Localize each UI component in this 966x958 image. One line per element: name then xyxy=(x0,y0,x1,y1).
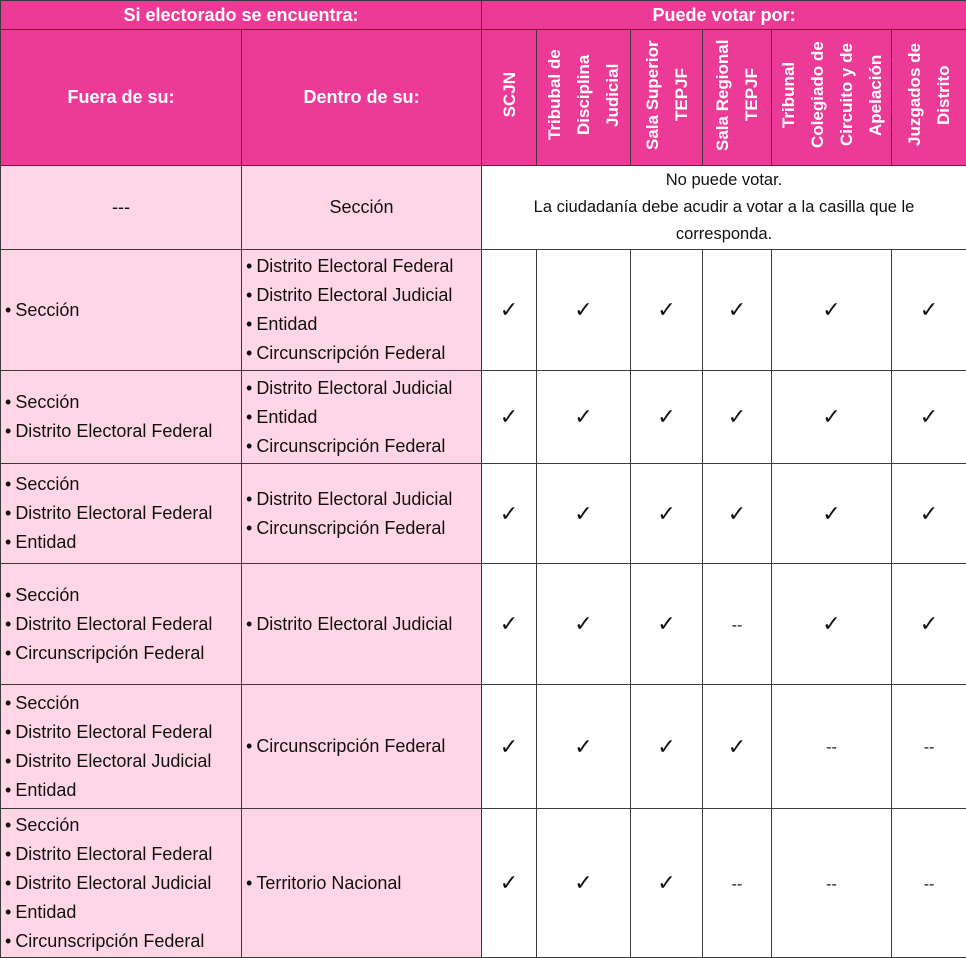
list-item: • Territorio Nacional xyxy=(246,869,481,898)
inside-location-cell xyxy=(242,564,482,685)
check-mark-icon: ✓ xyxy=(657,404,675,429)
vote-cell xyxy=(703,250,772,371)
table-row xyxy=(1,564,966,685)
list-item: • Entidad xyxy=(246,310,481,339)
vote-cell xyxy=(703,371,772,464)
check-mark-icon: ✓ xyxy=(574,870,592,895)
check-mark-icon: ✓ xyxy=(920,404,938,429)
vote-cell xyxy=(482,371,537,464)
cannot-vote-message xyxy=(482,166,966,250)
list-item: • Entidad xyxy=(5,776,241,805)
outside-location-cell xyxy=(1,809,242,958)
outside-location-list xyxy=(1,581,241,668)
dash-mark: -- xyxy=(732,617,743,634)
list-item: • Circunscripción Federal xyxy=(246,732,481,761)
vote-cell xyxy=(703,564,772,685)
vote-cell xyxy=(631,464,703,564)
check-mark-icon: ✓ xyxy=(500,870,518,895)
check-mark-icon: ✓ xyxy=(728,404,746,429)
vote-cell xyxy=(772,685,892,809)
location-group-header: Si electorado se encuentra: xyxy=(1,1,482,30)
check-mark-icon: ✓ xyxy=(822,611,840,636)
check-mark-icon: ✓ xyxy=(500,611,518,636)
inside-location-cell xyxy=(242,464,482,564)
list-item: • Sección xyxy=(5,388,241,417)
outside-location-cell xyxy=(1,685,242,809)
list-item: • Circunscripción Federal xyxy=(246,514,481,543)
vote-column-header-2 xyxy=(537,30,631,166)
list-item: • Circunscripción Federal xyxy=(5,927,241,956)
inside-location-cell xyxy=(242,371,482,464)
vote-cell xyxy=(892,371,966,464)
table-row xyxy=(1,464,966,564)
row0-outside-cell: --- xyxy=(1,166,242,250)
vote-cell xyxy=(703,464,772,564)
list-item: • Distrito Electoral Judicial xyxy=(246,485,481,514)
check-mark-icon: ✓ xyxy=(574,404,592,429)
check-mark-icon: ✓ xyxy=(920,501,938,526)
vote-cell xyxy=(892,685,966,809)
vote-cell xyxy=(537,685,631,809)
list-item: • Distrito Electoral Federal xyxy=(5,610,241,639)
inside-location-cell xyxy=(242,250,482,371)
list-item: • Circunscripción Federal xyxy=(5,639,241,668)
list-item: • Distrito Electoral Judicial xyxy=(5,747,241,776)
inside-location-list xyxy=(242,610,481,639)
check-mark-icon: ✓ xyxy=(574,734,592,759)
outside-location-list xyxy=(1,811,241,956)
list-item: • Distrito Electoral Judicial xyxy=(5,869,241,898)
vote-column-label: Tribubal de Disciplina Judicial xyxy=(540,30,627,160)
check-mark-icon: ✓ xyxy=(822,404,840,429)
list-item: • Entidad xyxy=(5,528,241,557)
vote-cell xyxy=(631,371,703,464)
vote-cell xyxy=(772,564,892,685)
list-item: • Distrito Electoral Federal xyxy=(246,252,481,281)
check-mark-icon: ✓ xyxy=(657,611,675,636)
list-item: • Distrito Electoral Federal xyxy=(5,417,241,446)
check-mark-icon: ✓ xyxy=(500,734,518,759)
vote-cell xyxy=(537,564,631,685)
vote-column-header-4 xyxy=(703,30,772,166)
check-mark-icon: ✓ xyxy=(657,870,675,895)
vote-column-label: Tribunal Colegiado de Circuito y de Apelación xyxy=(774,30,890,160)
outside-location-cell xyxy=(1,564,242,685)
vote-cell xyxy=(482,809,537,958)
vote-column-header-6 xyxy=(892,30,966,166)
inside-location-list xyxy=(242,485,481,543)
vote-cell xyxy=(772,250,892,371)
list-item: • Distrito Electoral Judicial xyxy=(246,374,481,403)
check-mark-icon: ✓ xyxy=(574,611,592,636)
check-mark-icon: ✓ xyxy=(728,734,746,759)
check-mark-icon: ✓ xyxy=(657,297,675,322)
vote-column-header-5 xyxy=(772,30,892,166)
vote-cell xyxy=(703,809,772,958)
vote-cell xyxy=(892,809,966,958)
check-mark-icon: ✓ xyxy=(500,404,518,429)
vote-cell xyxy=(892,464,966,564)
vote-cell xyxy=(631,564,703,685)
list-item: • Distrito Electoral Federal xyxy=(5,840,241,869)
vote-cell xyxy=(537,809,631,958)
row0-inside-cell: Sección xyxy=(242,166,482,250)
vote-cell xyxy=(482,564,537,685)
list-item: • Sección xyxy=(5,689,241,718)
outside-location-list xyxy=(1,388,241,446)
list-item: • Distrito Electoral Federal xyxy=(5,718,241,747)
check-mark-icon: ✓ xyxy=(657,734,675,759)
vote-column-header-3 xyxy=(631,30,703,166)
check-mark-icon: ✓ xyxy=(822,297,840,322)
vote-column-label: Sala Regional TEPJF xyxy=(708,30,766,160)
check-mark-icon: ✓ xyxy=(500,501,518,526)
table-row xyxy=(1,371,966,464)
check-mark-icon: ✓ xyxy=(920,611,938,636)
check-mark-icon: ✓ xyxy=(657,501,675,526)
vote-cell xyxy=(892,250,966,371)
vote-cell xyxy=(631,809,703,958)
outside-location-list xyxy=(1,470,241,557)
vote-cell xyxy=(482,250,537,371)
list-item: • Sección xyxy=(5,581,241,610)
list-item: • Distrito Electoral Judicial xyxy=(246,281,481,310)
list-item: • Sección xyxy=(5,470,241,499)
vote-cell xyxy=(482,685,537,809)
vote-group-header: Puede votar por: xyxy=(482,1,966,30)
vote-cell xyxy=(772,464,892,564)
list-item: • Circunscripción Federal xyxy=(246,432,481,461)
outside-location-list xyxy=(1,689,241,805)
dash-mark: -- xyxy=(924,739,935,756)
outside-location-cell xyxy=(1,371,242,464)
check-mark-icon: ✓ xyxy=(728,297,746,322)
vote-cell xyxy=(703,685,772,809)
dash-mark: -- xyxy=(826,739,837,756)
vote-cell xyxy=(772,809,892,958)
vote-cell xyxy=(631,685,703,809)
table-row xyxy=(1,685,966,809)
vote-cell xyxy=(537,371,631,464)
dash-mark: -- xyxy=(924,876,935,893)
check-mark-icon: ✓ xyxy=(574,501,592,526)
vote-cell xyxy=(892,564,966,685)
check-mark-icon: ✓ xyxy=(500,297,518,322)
vote-column-header-1 xyxy=(482,30,537,166)
outside-location-cell xyxy=(1,250,242,371)
list-item: • Sección xyxy=(5,811,241,840)
check-mark-icon: ✓ xyxy=(920,297,938,322)
vote-cell xyxy=(482,464,537,564)
outside-location-cell xyxy=(1,464,242,564)
inside-location-list xyxy=(242,374,481,461)
inside-column-header: Dentro de su: xyxy=(242,30,482,166)
cannot-vote-line2: La ciudadanía debe acudir a votar a la casilla que le corresponda. xyxy=(482,194,966,248)
inside-location-list xyxy=(242,252,481,368)
list-item: • Distrito Electoral Federal xyxy=(5,499,241,528)
check-mark-icon: ✓ xyxy=(728,501,746,526)
vote-column-label: Juzgados de Distrito xyxy=(900,30,958,160)
check-mark-icon: ✓ xyxy=(574,297,592,322)
outside-column-header: Fuera de su: xyxy=(1,30,242,166)
dash-mark: -- xyxy=(826,876,837,893)
vote-column-label: Sala Superior TEPJF xyxy=(638,30,696,160)
vote-cell xyxy=(631,250,703,371)
inside-location-cell xyxy=(242,809,482,958)
outside-location-list xyxy=(1,296,241,325)
vote-cell xyxy=(772,371,892,464)
vote-cell xyxy=(537,250,631,371)
list-item: • Distrito Electoral Judicial xyxy=(246,610,481,639)
list-item: • Sección xyxy=(5,296,241,325)
inside-location-list xyxy=(242,869,481,898)
dash-mark: -- xyxy=(732,876,743,893)
inside-location-list xyxy=(242,732,481,761)
vote-cell xyxy=(537,464,631,564)
vote-column-label: SCJN xyxy=(495,72,524,117)
list-item: • Circunscripción Federal xyxy=(246,339,481,368)
list-item: • Entidad xyxy=(5,898,241,927)
table-row xyxy=(1,250,966,371)
inside-location-cell xyxy=(242,685,482,809)
cannot-vote-line1: No puede votar. xyxy=(482,167,966,194)
table-row xyxy=(1,809,966,958)
check-mark-icon: ✓ xyxy=(822,501,840,526)
list-item: • Entidad xyxy=(246,403,481,432)
